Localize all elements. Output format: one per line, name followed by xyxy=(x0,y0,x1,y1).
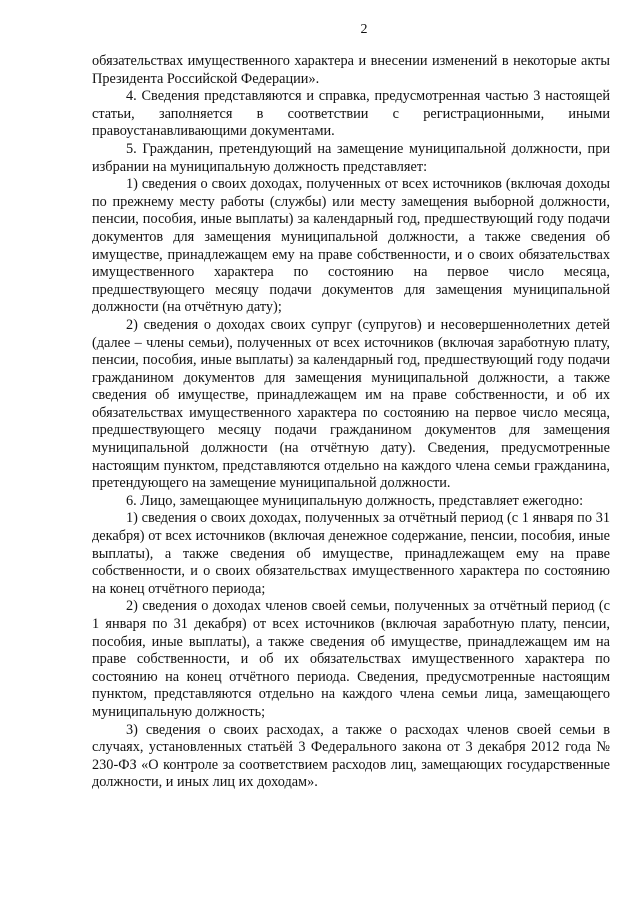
paragraph-continuation: обязательствах имущественного характера и внесении изменений в некоторые акты Президента Российской Федерации». xyxy=(92,53,610,87)
page-number: 2 xyxy=(360,22,368,37)
paragraph-item-6-1: 1) сведения о своих доходах, полученных за отчётный период (с 1 января по 31 декабря) от всех источников (включая денежное содержание, пенсии, пособия, иные выплаты), а также сведения об имуществе, принадлежащем ему на праве собственности, и о своих обязательствах имущественного характера по состоянию на конец отчётного периода; xyxy=(92,510,610,597)
paragraph-item-5: 5. Гражданин, претендующий на замещение муниципальной должности, при избрании на муниципальную должность представляет: xyxy=(92,140,610,175)
paragraph-item-5-1: 1) сведения о своих доходах, полученных от всех источников (включая доходы по прежнему месту работы (службы) или месту замещения выборной должности, пенсии, пособия, иные выплаты) за календарный год, предшествующий году подачи документов для замещения муниципальной должности, а также сведения об имуществе, принадлежащем ему на праве собственности, и о своих обязательствах имущественного характера по состоянию на первое число месяца, предшествующего месяцу подачи документов для замещения муниципальной должности (на отчётную дату); xyxy=(92,176,610,316)
paragraph-item-5-2: 2) сведения о доходах своих супруг (супругов) и несовершеннолетних детей (далее – члены семьи), полученных от всех источников (включая заработную плату, пенсии, пособия, иные выплаты) за календарный год, предшествующий году подачи гражданином документов для замещения муниципальной должности, а также сведения об имуществе, принадлежащем им на праве собственности, и об их обязательствах имущественного характера по состоянию на первое число месяца, предшествующего месяцу подачи гражданином документов для замещения муниципальной должности (на отчётную дату). Сведения, предусмотренные настоящим пунктом, представляются отдельно на каждого члена семьи гражданина, претендующего на замещение муниципальной должности. xyxy=(92,316,610,492)
paragraph-item-4: 4. Сведения представляются и справка, предусмотренная частью 3 настоящей статьи, заполняется в соответствии с регистрационными, иными правоустанавливающими документами. xyxy=(92,88,610,140)
paragraph-item-6: 6. Лицо, замещающее муниципальную должность, представляет ежегодно: xyxy=(126,492,584,509)
paragraph-item-6-2: 2) сведения о доходах членов своей семьи, полученных за отчётный период (с 1 января по 31 декабря) от всех источников (включая заработную плату, пенсии, пособия, иные выплаты), а также сведения об имуществе, принадлежащем им на праве собственности, и об их обязательствах имущественного характера по состоянию на конец отчётного периода. Сведения, предусмотренные настоящим пунктом, представляются отдельно на каждого члена семьи лица, замещающего муниципальную должность; xyxy=(92,598,610,720)
paragraph-item-6-3: 3) сведения о своих расходах, а также о расходах членов своей семьи в случаях, установленных статьёй 3 Федерального закона от 3 декабря 2012 года № 230-ФЗ «О контроле за соответствием расходов лиц, замещающих государственные должности, и иных лиц их доходам». xyxy=(92,721,610,791)
